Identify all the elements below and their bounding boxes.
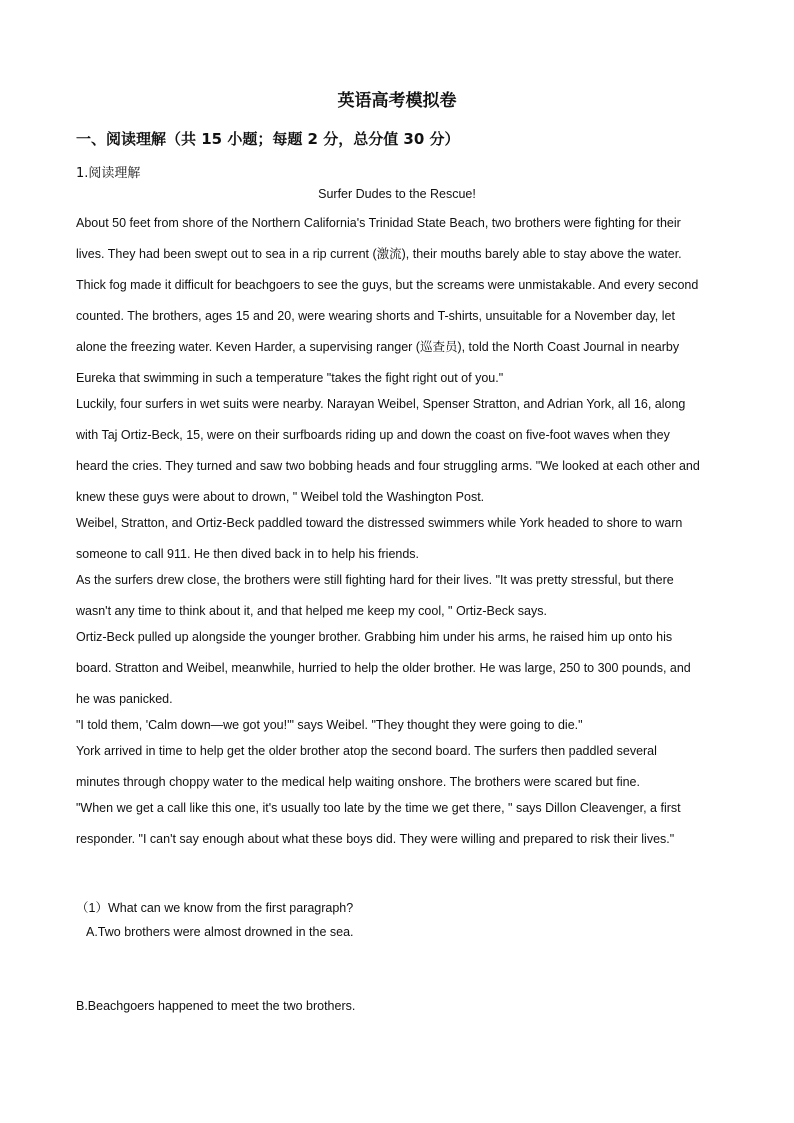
question-group-label: 1.阅读理解 bbox=[76, 166, 141, 181]
passage-line: "I told them, 'Calm down—we got you!'" says Weibel. "They thought they were going to die." bbox=[76, 718, 583, 732]
passage-line: As the surfers drew close, the brothers were still fighting hard for their lives. "It was pretty stressful, but there bbox=[76, 573, 674, 587]
passage-line: counted. The brothers, ages 15 and 20, were wearing shorts and T-shirts, unsuitable for a November day, let bbox=[76, 309, 675, 323]
passage-line: he was panicked. bbox=[76, 692, 173, 706]
passage-line: minutes through choppy water to the medical help waiting onshore. The brothers were scared but fine. bbox=[76, 775, 640, 789]
passage-line: Weibel, Stratton, and Ortiz-Beck paddled toward the distressed swimmers while York headed to shore to warn bbox=[76, 516, 683, 530]
passage-line: About 50 feet from shore of the Northern California's Trinidad State Beach, two brothers were fighting for their bbox=[76, 216, 681, 230]
passage-line: knew these guys were about to drown, " Weibel told the Washington Post. bbox=[76, 490, 485, 504]
passage-line: "When we get a call like this one, it's usually too late by the time we get there, " says Dillon Cleavenger, a first bbox=[76, 801, 681, 815]
reading-passage bbox=[76, 210, 726, 857]
section-heading: 一、阅读理解（共 15 小题；每题 2 分，总分值 30 分） bbox=[76, 130, 460, 148]
passage-line: Luckily, four surfers in wet suits were nearby. Narayan Weibel, Spenser Stratton, and Adrian York, all 16, along bbox=[76, 397, 686, 411]
passage-line: board. Stratton and Weibel, meanwhile, hurried to help the older brother. He was large, 250 to 300 pounds, and bbox=[76, 661, 691, 675]
passage-line: Ortiz-Beck pulled up alongside the younger brother. Grabbing him under his arms, he raised him up onto his bbox=[76, 630, 673, 644]
option-a: A.Two brothers were almost drowned in the sea. bbox=[86, 925, 354, 939]
passage-line: alone the freezing water. Keven Harder, a supervising ranger (巡查员), told the North Coast Journal in nearby bbox=[76, 340, 680, 354]
option-b: B.Beachgoers happened to meet the two brothers. bbox=[76, 999, 356, 1013]
passage-line: wasn't any time to think about it, and that helped me keep my cool, " Ortiz-Beck says. bbox=[76, 604, 547, 618]
page-title: 英语高考模拟卷 bbox=[337, 91, 457, 111]
passage-line: with Taj Ortiz-Beck, 15, were on their surfboards riding up and down the coast on five-foot waves when they bbox=[76, 428, 670, 442]
passage-line: York arrived in time to help get the older brother atop the second board. The surfers then paddled several bbox=[76, 744, 657, 758]
question-1: （1）What can we know from the first paragraph? bbox=[76, 901, 354, 915]
passage-line: heard the cries. They turned and saw two bobbing heads and four struggling arms. "We looked at each other and bbox=[76, 459, 700, 473]
passage-line: lives. They had been swept out to sea in a rip current (激流), their mouths barely able to stay above the water. bbox=[76, 247, 682, 261]
passage-line: someone to call 911. He then dived back in to help his friends. bbox=[76, 547, 420, 561]
passage-line: Thick fog made it difficult for beachgoers to see the guys, but the screams were unmistakable. And every second bbox=[76, 278, 699, 292]
passage-line: responder. "I can't say enough about what these boys did. They were willing and prepared to risk their lives." bbox=[76, 832, 675, 846]
passage-line: Eureka that swimming in such a temperature "takes the fight right out of you." bbox=[76, 371, 504, 385]
passage-title: Surfer Dudes to the Rescue! bbox=[318, 187, 476, 201]
